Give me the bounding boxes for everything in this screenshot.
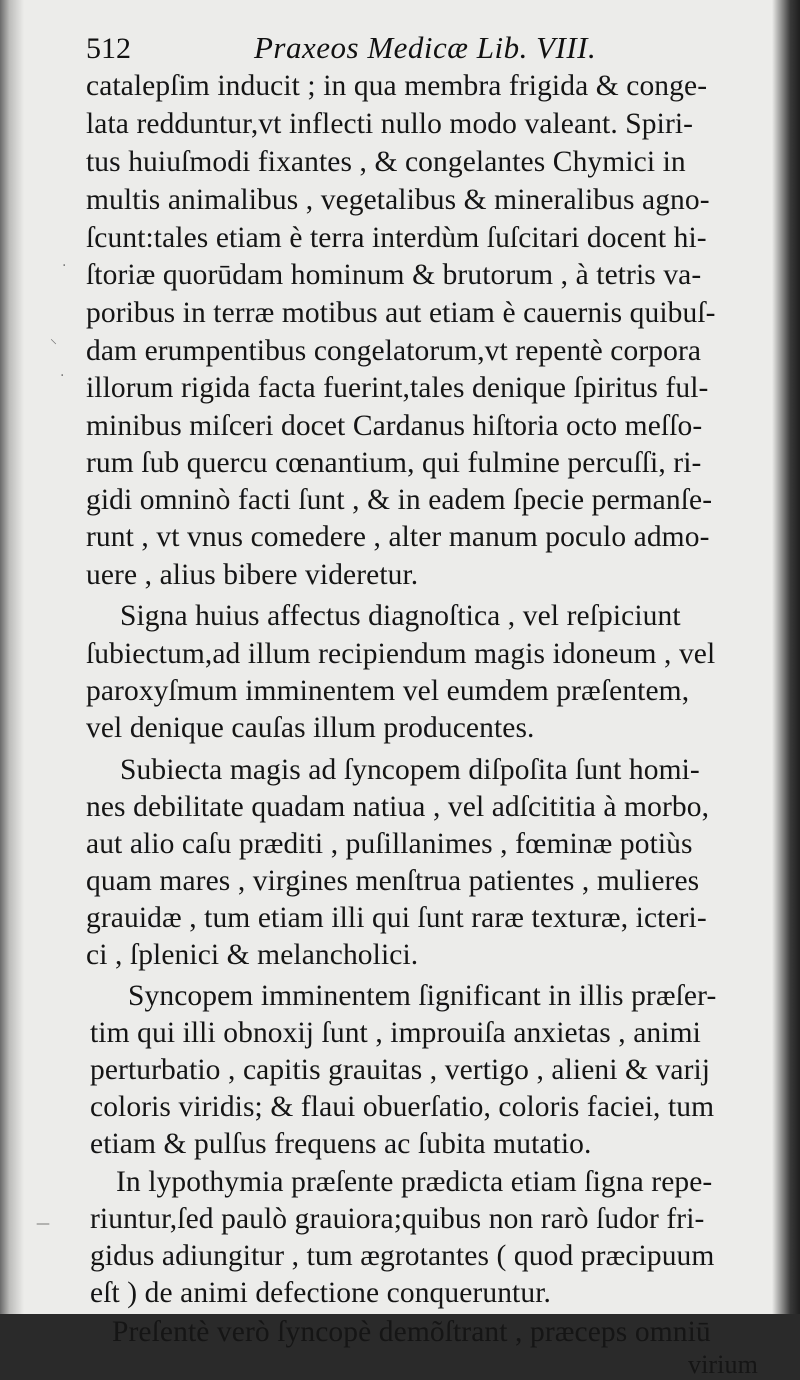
text-line: ci , ſplenici & melancholici. [86,939,419,971]
text-line: perturbatio , capitis grauitas , vertigo , alieni & varij [90,1054,711,1086]
text-line: catalepſim inducit ; in qua membra frigida & conge- [86,70,708,102]
margin-dot: · [60,368,65,384]
text-line: poribus in terræ motibus aut etiam è cauernis quibuſ- [86,297,716,329]
page-header [86,28,706,72]
text-line: rum ſub quercu cœnantium, qui fulmine percuſſi, ri- [86,447,702,479]
text-line: ſcunt:tales etiam è terra interdùm ſuſcitari docent hi- [86,222,707,254]
binding-shadow [0,0,24,1314]
text-line: vel denique cauſas illum producentes. [86,712,535,744]
text-line: Syncopem imminentem ſignificant in illis præſer- [128,980,717,1012]
text-line: etiam & pulſus frequens ac ſubita mutatio. [90,1128,592,1160]
text-line: quam mares , virgines menſtrua patientes , mulieres [86,865,700,897]
text-line: riuntur,ſed paulò grauiora;quibus non rarò ſudor fri- [90,1203,705,1235]
text-line: aut alio caſu præditi , puſillanimes , fœminæ potiùs [86,828,693,860]
text-line: multis animalibus , vegetalibus & mineralibus agno- [86,184,710,216]
text-line: In lypothymia præſente prædicta etiam ſigna repe- [116,1166,713,1198]
text-line: lata redduntur,vt inflecti nullo modo valeant. Spiri- [86,108,694,140]
page-edge-shadow [772,0,800,1314]
margin-dot: ⸌ [50,337,57,353]
text-line: coloris viridis; & flaui obuerſatio, coloris faciei, tum [90,1091,715,1123]
text-line: nes debilitate quadam natiua , vel adſcititia à morbo, [86,791,710,823]
text-line: gidus adiungitur , tum ægrotantes ( quod præcipuum [90,1240,715,1272]
margin-dot: · [62,258,67,274]
text-line: uere , alius bibere videretur. [86,559,419,591]
running-title: Praxeos Medicæ Lib. VIII. [254,30,597,65]
page-number: 512 [86,32,131,65]
text-line: dam erumpentibus congelatorum,vt repentè corpora [86,335,702,367]
text-line: virium [688,1350,758,1379]
text-line: minibus miſceri docet Cardanus hiſtoria octo meſſo- [86,410,703,442]
text-line: Subiecta magis ad ſyncopem diſpoſita ſunt homi- [120,754,700,786]
text-line: Signa huius affectus diagnoſtica , vel reſpiciunt [120,600,681,632]
text-line: runt , vt vnus comedere , alter manum poculo admo- [86,521,710,553]
text-line: eſt ) de animi defectione conqueruntur. [90,1277,551,1309]
text-line: ſtoriæ quorūdam hominum & brutorum , à tetris va- [86,259,702,291]
text-line: Preſentè verò ſyncopè demõſtrant , præceps omniū [112,1316,711,1348]
text-line: tim qui illi obnoxij ſunt , improuiſa anxietas , animi [90,1017,701,1049]
margin-dash: — [36,1216,50,1232]
text-line: tus huiuſmodi fixantes , & congelantes Chymici in [86,146,686,178]
text-line: gidi omninò facti ſunt , & in eadem ſpecie permanſe- [86,484,713,516]
text-line: ſubiectum,ad illum recipiendum magis idoneum , vel [86,638,716,670]
text-line: paroxyſmum imminentem vel eumdem præſentem, [86,675,690,707]
text-line: grauidæ , tum etiam illi qui ſunt raræ texturæ, icteri- [86,902,707,934]
text-line: illorum rigida facta fuerint,tales denique ſpiritus ful- [86,372,709,404]
